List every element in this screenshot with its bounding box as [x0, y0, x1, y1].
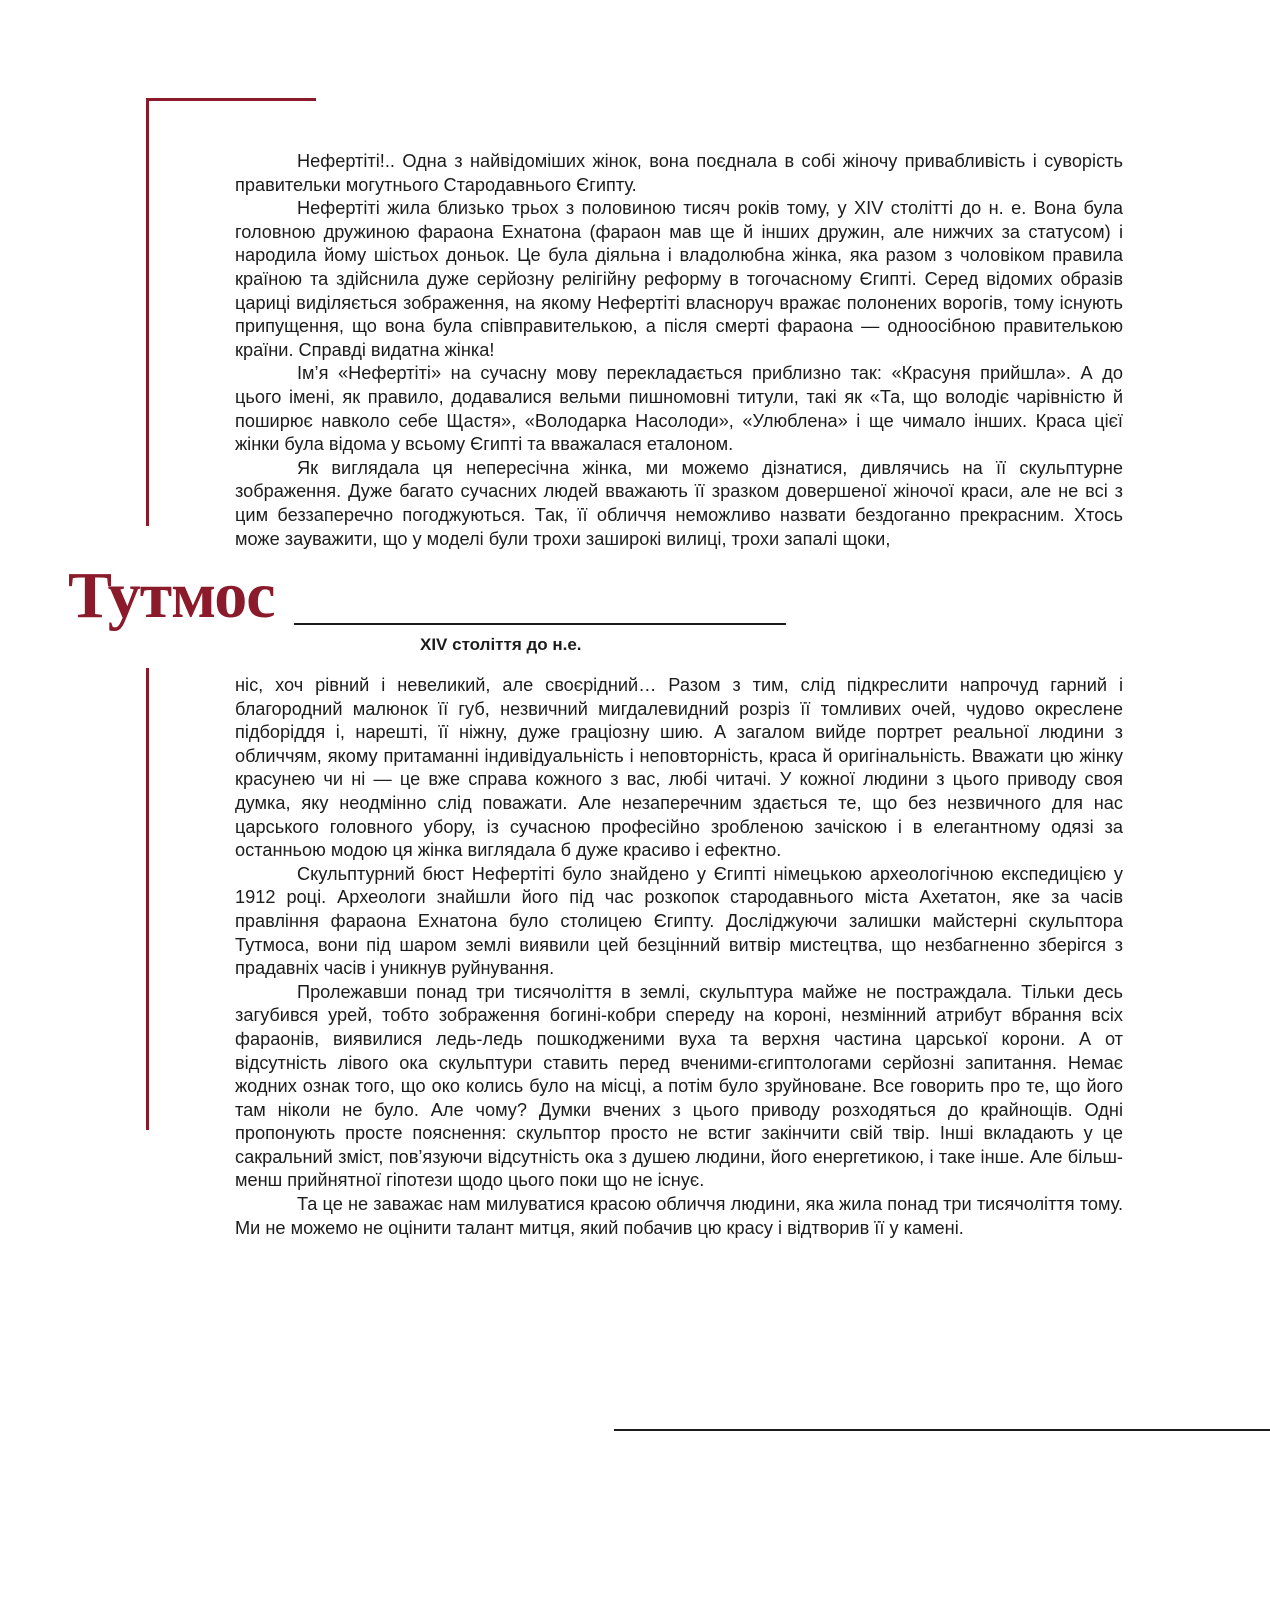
- paragraph: Скульптурний бюст Нефертіті було знайдено у Єгипті німецькою археологічною експедицією у 1912 році. Археологи знайшли його під час розкопок стародавнього міста Ахетатон, яке за часів правління фараона Ехнатона було столицею Єгипту. Досліджуючи залишки майстерні скульптора Тутмоса, вони під шаром землі виявили цей безцінний витвір мистецтва, що незбагненно зберігся з прадавніх часів і уникнув руйнування.: [235, 863, 1123, 979]
- paragraph: Ім’я «Нефертіті» на сучасну мову перекладається приблизно так: «Красуня прийшла». А до цього імені, як правило, додавалися вельми пишномовні титули, такі як «Та, що володіє чарівністю й поширює навколо себе Щастя», «Володарка Насолоди», «Улюблена» і ще чимало інших. Краса цієї жінки була відома у всьому Єгипті та вважалася еталоном.: [235, 363, 1123, 455]
- left-accent-rule-lower: [146, 668, 149, 1130]
- bottom-rule: [614, 1429, 1270, 1431]
- paragraph: Нефертіті!.. Одна з найвідоміших жінок, вона поєднала в собі жіночу привабливість і суворість правительки могутнього Стародавнього Єгипту.: [235, 151, 1123, 195]
- paragraph: ніс, хоч рівний і невеликий, але своєрідний… Разом з тим, слід підкреслити напрочуд гарний і благородний малюнок її губ, незвичний мигдалевидний розріз її томливих очей, чудово окреслене підборіддя і, нарешті, її ніжну, дуже граціозну шию. А загалом вийде портрет реальної людини з обличчям, якому притаманні індивідуальність і неповторність, краса й оригінальність. Вважати цю жінку красунею чи ні — це вже справа кожного з вас, любі читачі. У кожної людини з цього приводу своя думка, яку неодмінно слід поважати. Але незаперечним здається те, що без незвичного для нас царського головного убору, із сучасною професійно зробленою зачіскою і в елегантному одязі за останньою модою ця жінка виглядала б дуже красиво і ефектно.: [235, 675, 1123, 861]
- paragraph: Як виглядала ця непересічна жінка, ми можемо дізнатися, дивлячись на її скульптурне зображення. Дуже багато сучасних людей вважають її зразком довершеної жіночої краси, але не всі з цим беззаперечно погоджуються. Так, її обличчя неможливо назвати бездоганно прекрасним. Хтось може зауважити, що у моделі були трохи заширокі вилиці, трохи запалі щоки,: [235, 457, 1123, 549]
- top-accent-rule: [146, 98, 316, 101]
- left-accent-rule-upper: [146, 98, 149, 526]
- paragraph: Нефертіті жила близько трьох з половиною тисяч років тому, у XIV столітті до н. е. Вона була головною дружиною фараона Ехнатона (фараон мав ще й інших дружин, але нижчих за статусом) і народила йому шістьох доньок. Це була діяльна і владолюбна жінка, яка разом з чоловіком правила країною та здійснила дуже серйозну релігійну реформу в тогочасному Єгипті. Серед відомих образів цариці виділяється зображення, на якому Нефертіті власноруч вражає полонених ворогів, тому існують припущення, що вона була співправителькою, а після смерті фараона — одноосібною правителькою країни. Справді видатна жінка!: [235, 198, 1123, 360]
- title-underline: [294, 623, 786, 625]
- paragraph: Пролежавши понад три тисячоліття в землі, скульптура майже не постраждала. Тільки десь загубився урей, тобто зображення богині-кобри спереду на короні, незмінний атрибут вбрання всіх фараонів, виявилися ледь-ледь пошкодженими вуха та верхня частина царської корони. А от відсутність лівого ока скульптури ставить перед вченими-єгиптологами серйозні запитання. Немає жодних ознак того, що око колись було на місці, а потім було зруйноване. Все говорить про те, що його там ніколи не було. Але чому? Думки вчених з цього приводу розходяться до крайнощів. Одні пропонують просте пояснення: скульптор просто не встиг закінчити свій твір. Інші вкладають у це сакральний зміст, пов’язуючи відсутність ока з душею людини, його енергетикою, і таке інше. Але більш-менш прийнятної гіпотези щодо цього поки що не існує.: [235, 981, 1123, 1191]
- body-text-lower: [235, 674, 1123, 1240]
- paragraph: Та це не заважає нам милуватися красою обличчя людини, яка жила понад три тисячоліття тому. Ми не можемо не оцінити талант митця, який побачив цю красу і відтворив її у камені.: [235, 1194, 1123, 1238]
- section-period: XIV століття до н.е.: [420, 635, 582, 654]
- body-text-upper: [235, 150, 1123, 551]
- section-title: Тутмос: [68, 559, 275, 632]
